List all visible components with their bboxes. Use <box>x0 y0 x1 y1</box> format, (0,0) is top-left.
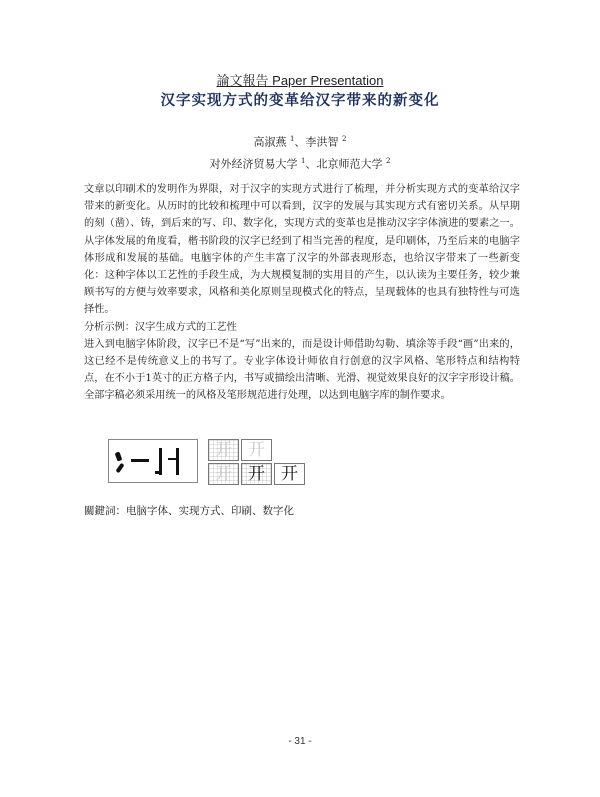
affiliation-2-mark: 2 <box>386 156 391 165</box>
affiliation-2: 北京师范大学 <box>316 157 383 171</box>
author-1: 高淑燕 <box>253 135 287 149</box>
author-affiliations <box>0 152 600 174</box>
stroke-dot <box>115 451 123 461</box>
stroke-decomposition-figure <box>108 439 198 483</box>
abstract-body <box>84 181 520 405</box>
abstract-paragraph-2: 进入到电脑字体阶段，汉字已不是“写”出来的，而是设计师借助勾勒、填涂等手段“画”出来的，这已经不是传统意义上的书写了。专业字体设计师依自行创意的汉字风格、笔形特点和结构特点，在不小于1英寸的正方格子内，书写或描绘出清晰、光滑、视觉效果良好的汉字字形设计稿。全部字稿必须采用统一的风格及笔形规范进行处理，以达到电脑字库的制作要求。 <box>84 338 520 402</box>
glyph-cell-final: 开 <box>274 463 305 485</box>
author-separator: 、 <box>294 135 306 149</box>
glyph-cell-faint: 开 <box>241 439 272 461</box>
author-names <box>0 130 600 152</box>
keywords-line: 關鍵詞：电脑字体、实现方式、印刷、数字化 <box>84 505 294 517</box>
stroke-horizontal <box>131 459 149 462</box>
stroke-vertical <box>176 448 179 475</box>
glyph-cell-draft: 开 <box>208 463 239 485</box>
author-block <box>0 130 600 173</box>
section-header: 論文報告 Paper Presentation <box>216 73 384 88</box>
affiliation-1-mark: 1 <box>301 156 306 165</box>
stroke-hook-tip <box>155 471 161 474</box>
paper-title: 汉字实现方式的变革给汉字带来的新变化 <box>160 93 440 109</box>
author-2-mark: 2 <box>342 135 347 143</box>
glyph-figures <box>108 439 305 483</box>
glyph-cell-grid-faint: 开 <box>208 439 239 461</box>
glyph-grid-row-bottom <box>208 463 305 485</box>
abstract-paragraph-1: 文章以印刷术的发明作为界限，对于汉字的实现方式进行了梳理，并分析实现方式的变革给汉字带来的新变化。从历时的比较和梳理中可以看到，汉字的发展与其实现方式有密切关系。从早期的刻（凿）、铸，到后来的写、印、数字化，实现方式的变革也是推动汉字字体演进的要素之一。从字体发展的角度看，楷书阶段的汉字已经到了相当完善的程度，是印刷体，乃至后来的电脑字体形成和发展的基础。电脑字体的产生丰富了汉字的外部表现形态，也给汉字带来了一些新变化：这种字体以工艺性的手段生成，为大规模复制的实用目的产生，以认读为主要任务，较少兼顾书写的方便与效率要求，风格和美化原则呈现模式化的特点，呈现载体的也具有独特性与可选择性。 <box>84 184 520 316</box>
glyph-grid-row-top <box>208 439 305 461</box>
author-1-mark: 1 <box>290 135 295 143</box>
stroke-short-horizontal <box>168 458 177 460</box>
page-number: - 31 - <box>288 736 312 747</box>
author-2: 李洪智 <box>305 135 339 149</box>
glyph-grid-figure <box>208 439 305 485</box>
affiliation-separator: 、 <box>305 157 317 171</box>
affiliation-1: 对外经济贸易大学 <box>209 157 298 171</box>
example-heading: 分析示例：汉字生成方式的工艺性 <box>84 321 237 333</box>
glyph-cell-bold: 开 <box>241 463 272 485</box>
stroke-left-falling <box>115 463 124 473</box>
